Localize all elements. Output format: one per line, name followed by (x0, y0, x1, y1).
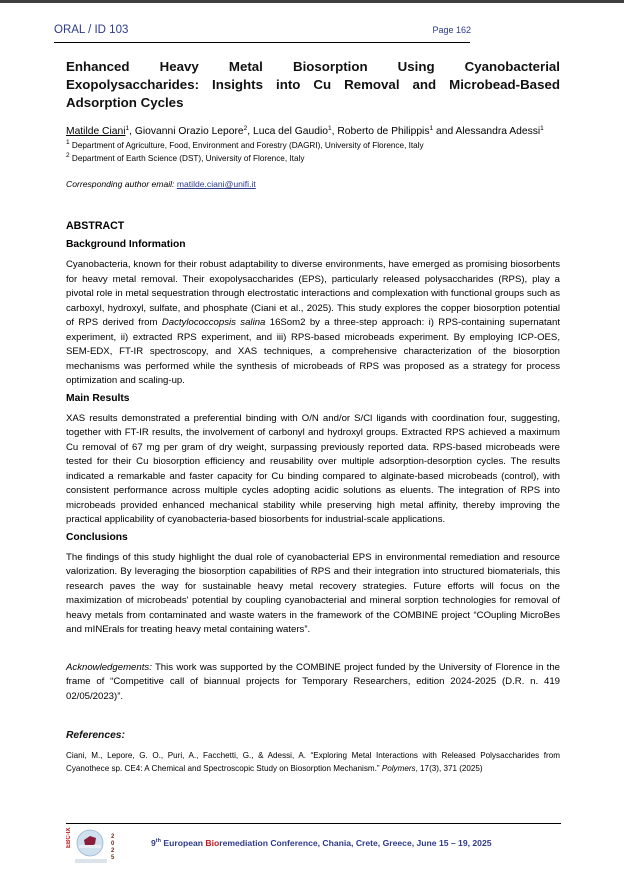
aff-text: Department of Agriculture, Food, Environment and Forestry (DAGRI), University of Florence, Italy (69, 141, 424, 150)
aff-number: 1 (66, 139, 70, 146)
ref-tail: , 17(3), 371 (2025) (415, 764, 483, 773)
section-heading-background: Background Information (66, 239, 186, 250)
conference-logo (66, 826, 118, 866)
abstract-content (66, 58, 560, 775)
background-paragraph (66, 258, 560, 389)
author: and Alessandra Adessi (433, 126, 541, 137)
svg-text:5: 5 (111, 855, 115, 861)
author: , Luca del Gaudio (247, 126, 328, 137)
email-link[interactable]: matilde.ciani@unifi.it (176, 179, 256, 189)
section-heading-results: Main Results (66, 392, 130, 404)
aff-mark: 1 (125, 125, 130, 132)
paper-title: Enhanced Heavy Metal Biosorption Using Cyanobacterial Exopolysaccharides: Insights into Cu Removal and Microbead-Based Adsorption Cycles (66, 59, 560, 110)
svg-text:2: 2 (111, 848, 115, 854)
aff-text: Department of Earth Science (DST), University of Florence, Italy (69, 154, 305, 163)
acknowledgements (66, 661, 560, 705)
page-header (54, 24, 471, 36)
ack-label: Acknowledgements: (66, 661, 152, 673)
aff-mark: 1 (327, 125, 332, 132)
conclusions-paragraph: The findings of this study highlight the dual role of cyanobacterial EPS in environmental remediation and resource valorization. By leveraging the biosorption capabilities of RPS and their integration into structured biomaterials, this research paves the way for sustainable heavy metal recovery strategies. Future efforts will focus on the maximization of microbeads' potential by coupling cyanobacterial and mineral sorption technologies for removal of heavy metals from contaminated and waste waters in the framework of the COMBINE project “COupling MicroBes and mINErals for treating heavy metal containing waters”. (66, 551, 560, 635)
ordinal: 9 (151, 838, 156, 848)
ack-text: This work was supported by the COMBINE project funded by the University of Florence in the frame of “Competitive call of biannual projects for Temporary Researchers, edition 2024-2025 (D.R. n. 419 02/05/2023)”. (66, 661, 560, 702)
text-run: remediation Conference, Chania, Crete, Greece, June 15 – 19, 2025 (219, 838, 492, 848)
conference-footer (151, 838, 492, 848)
session-id: ORAL / ID 103 (54, 24, 129, 36)
footer-rule (66, 823, 561, 824)
section-heading-conclusions: Conclusions (66, 531, 128, 543)
corresponding-author (66, 179, 560, 189)
abstract-heading: ABSTRACT (66, 220, 125, 232)
presenting-author: Matilde Ciani (66, 126, 126, 137)
affiliation-2 (66, 152, 560, 165)
header-rule (54, 42, 470, 43)
text-run: Cyanobacteria, known for their robust adaptability to diverse environments, have emerged as promising biosorbents for heavy metal removal. Their exopolysaccharides (EPS), particularly released polysaccharides (RPS), play a pivotal role in metal sequestration through electrostatic interactions and complexation with functional groups such as carboxyl, hydroxyl, sulfate, and phosphate (Ciani et al., 2025). This study explores the copper biosorption potential of RPS derived from (66, 259, 560, 328)
svg-text:0: 0 (111, 841, 115, 847)
aff-mark: 1 (540, 125, 544, 132)
author: , Roberto de Philippis (331, 126, 430, 137)
aff-mark: 2 (243, 125, 248, 132)
svg-text:EBC-IX: EBC-IX (66, 827, 72, 848)
corresponding-label: Corresponding author email: (66, 179, 177, 189)
text-run: 16Som2 by a three-step approach: i) RPS-containing supernatant experiment, ii) extracted RPS experiment, and iii) RPS-based microbeads experiment. By employing ICP-OES, SEM-EDX, FT-IR spectroscopy, and XAS techniques, a comprehensive characterization of the biosorption mechanisms was performed while the synthesis of microbeads of RPS was proposed as a strategy for process optimization and scaling-up. (66, 317, 560, 386)
svg-text:2: 2 (111, 834, 115, 840)
globe-logo-icon (66, 826, 118, 866)
results-paragraph: XAS results demonstrated a preferential binding with O/N and/or S/Cl ligands with coordination four, suggesting, together with FT-IR results, the involvement of carbonyl and hydroxyl groups. Extracted RPS achieved a maximum Cu removal of 67 mg per gram of dry weight, surpassing previously reported data. RPS-based microbeads were tested for their Cu biosorption efficiency and reusability over multiple adsorption-desorption cycles. The results indicated a remarkable and faster capacity for Cu binding compared to alginate-based microbeads (control), with consistent performance across multiple cycles adopting acidic solutions as eluents. The integration of RPS into microbeads provided enhanced mechanical stability while preserving high metal affinity, thereby improving the practical applicability of cyanobacteria-based biosorbents for industrial-scale applications. (66, 412, 560, 525)
author: , Giovanni Orazio Lepore (129, 126, 244, 137)
ref-journal: Polymers (381, 764, 416, 773)
references-heading: References: (66, 730, 125, 741)
reference-item (66, 749, 560, 775)
bio-highlight: Bio (205, 838, 220, 848)
page-number: Page 162 (432, 25, 471, 35)
ref-text: Ciani, M., Lepore, G. O., Puri, A., Facchetti, G., & Adessi, A. “Exploring Metal Interactions with Released Polysaccharides from Cyanothece sp. CE4: A Chemical and Spectroscopic Study on Biosorption Mechanism.” (66, 751, 560, 773)
affiliation-1 (66, 139, 560, 152)
aff-mark: 1 (429, 125, 434, 132)
species-name: Dactylococcopsis salina (161, 317, 266, 328)
author-list (66, 125, 560, 139)
aff-number: 2 (66, 152, 70, 159)
text-run: European (160, 838, 206, 848)
ordinal-suffix: th (155, 838, 161, 844)
